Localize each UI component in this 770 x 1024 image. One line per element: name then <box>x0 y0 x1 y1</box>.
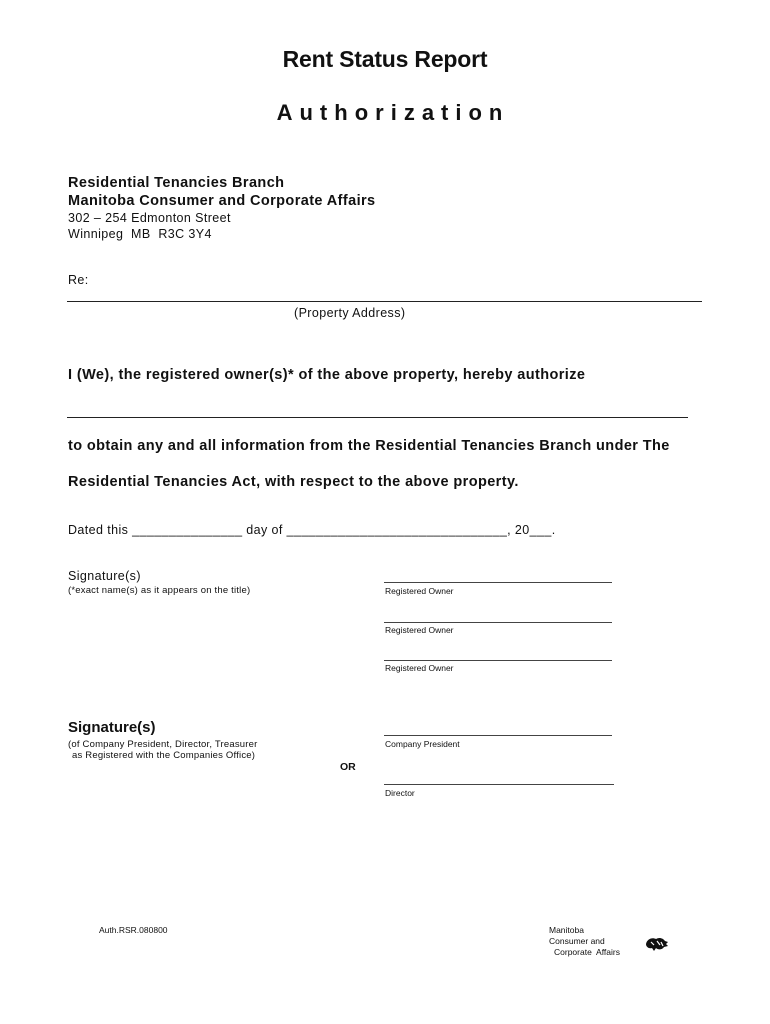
owner-signature-line-3[interactable] <box>384 660 612 661</box>
owner-signature-note: (*exact name(s) as it appears on the title) <box>68 585 251 596</box>
owner-signature-line-1[interactable] <box>384 582 612 583</box>
dated-line[interactable]: Dated this _______________ day of ______________________________, 20___. <box>68 523 556 537</box>
branch-department: Manitoba Consumer and Corporate Affairs <box>68 193 376 209</box>
page-subtitle: Authorization <box>276 100 510 125</box>
company-signature-note-2: as Registered with the Companies Office) <box>72 750 256 761</box>
company-president-line[interactable] <box>384 735 612 736</box>
or-label: OR <box>340 761 356 773</box>
branch-city: Winnipeg MB R3C 3Y4 <box>68 227 212 241</box>
company-signature-note-1: (of Company President, Director, Treasurer <box>68 739 258 750</box>
property-address-line[interactable] <box>67 301 702 302</box>
owner-signature-label-1: Registered Owner <box>385 586 454 596</box>
director-label: Director <box>385 788 415 798</box>
footer-dept-line-1: Manitoba <box>549 925 584 935</box>
owner-signature-label-2: Registered Owner <box>385 625 454 635</box>
footer-dept-line-3: Corporate Affairs <box>554 947 620 957</box>
company-signature-heading: Signature(s) <box>68 719 156 736</box>
owner-signature-heading: Signature(s) <box>68 569 141 583</box>
obtain-statement-2: Residential Tenancies Act, with respect to the above property. <box>68 474 519 490</box>
branch-street: 302 – 254 Edmonton Street <box>68 211 231 225</box>
director-line[interactable] <box>384 784 614 785</box>
owner-signature-line-2[interactable] <box>384 622 612 623</box>
owner-signature-label-3: Registered Owner <box>385 663 454 673</box>
authorized-party-line[interactable] <box>67 417 688 418</box>
property-address-caption: (Property Address) <box>294 306 406 320</box>
re-label: Re: <box>68 273 89 287</box>
footer-dept-line-2: Consumer and <box>549 936 605 946</box>
authorize-statement: I (We), the registered owner(s)* of the above property, hereby authorize <box>68 367 586 383</box>
page-title: Rent Status Report <box>282 46 488 72</box>
obtain-statement-1: to obtain any and all information from the Residential Tenancies Branch under The <box>68 438 670 454</box>
company-president-label: Company President <box>385 739 460 749</box>
branch-name: Residential Tenancies Branch <box>68 175 285 191</box>
bison-logo-icon <box>644 935 670 953</box>
form-code: Auth.RSR.080800 <box>99 925 168 935</box>
